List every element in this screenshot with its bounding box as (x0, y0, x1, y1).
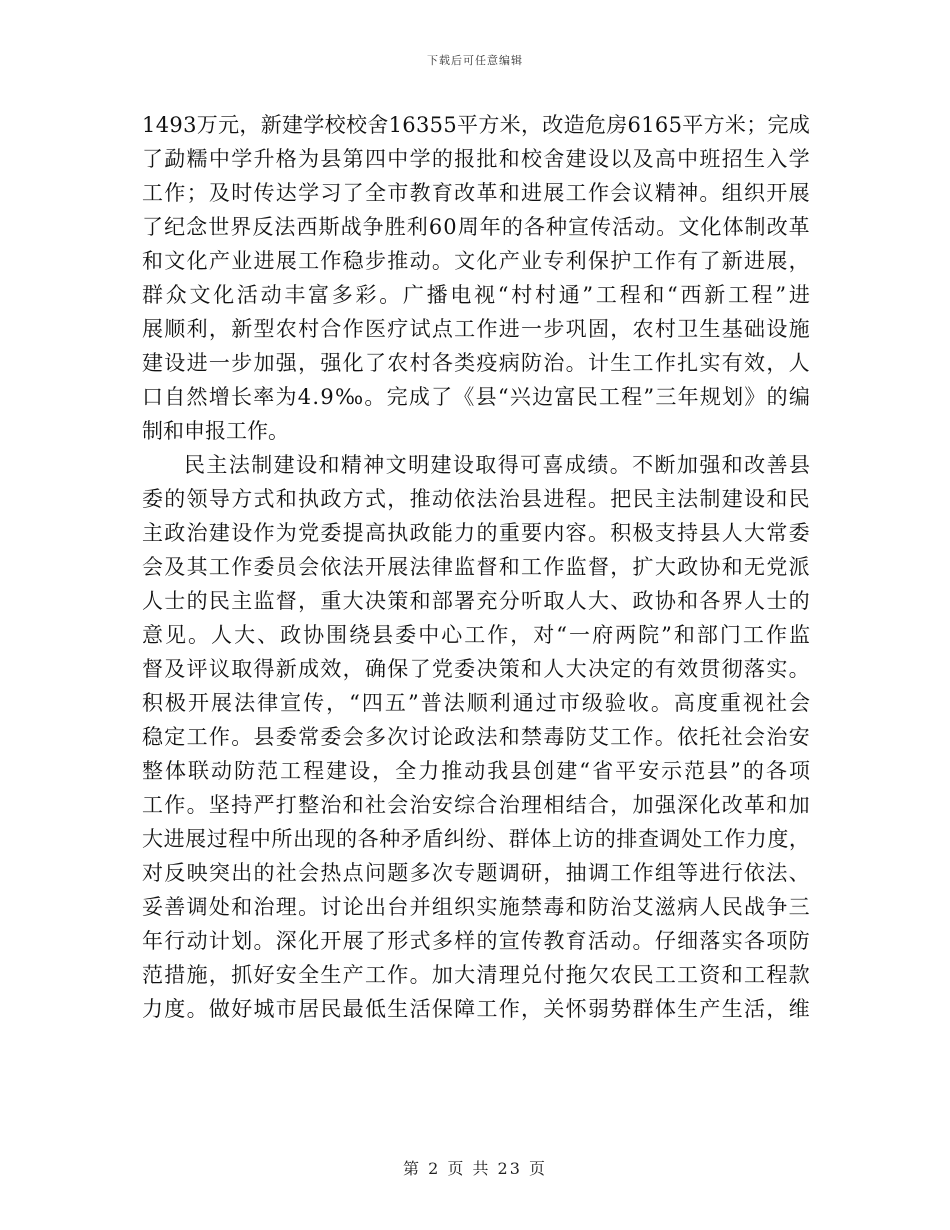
text-line: 工 作 ； 及 时 传 达 学 习 了 全 市 教 育 改 革 和 进 展 工 作 会 议 精 神 。 组 织 开 展 (142, 181, 810, 205)
text-line: 大 进 展 过 程 中 所 出 现 的 各 种 矛 盾 纠 纷 、 群 体 上 访 的 排 查 调 处 工 作 力 度 ， (142, 827, 810, 851)
text-line: 制和申报工作。 (142, 419, 289, 443)
document-body (142, 108, 810, 1026)
text-line: 会 及 其 工 作 委 员 会 依 法 开 展 法 律 监 督 和 工 作 监 督 ， 扩 大 政 协 和 无 党 派 (142, 555, 810, 579)
text-line: 展 顺 利 ， 新 型 农 村 合 作 医 疗 试 点 工 作 进 一 步 巩 固 ， 农 村 卫 生 基 础 设 施 (142, 317, 810, 341)
text-line: 督 及 评 议 取 得 新 成 效 ， 确 保 了 党 委 决 策 和 人 大 决 定 的 有 效 贯 彻 落 实 。 (142, 657, 810, 681)
text-line: 工 作 。 坚 持 严 打 整 治 和 社 会 治 安 综 合 治 理 相 结 合 ， 加 强 深 化 改 革 和 加 (142, 793, 810, 817)
text-line: 了 纪 念 世 界 反 法 西 斯 战 争 胜 利 6 0 周 年 的 各 种 宣 传 活 动 。 文 化 体 制 改 革 (142, 215, 810, 239)
text-line: 妥 善 调 处 和 治 理 。 讨 论 出 台 并 组 织 实 施 禁 毒 和 防 治 艾 滋 病 人 民 战 争 三 (142, 895, 810, 919)
page-header: 下载后可任意编辑 (427, 54, 523, 67)
page-footer: 第 2 页 共 23 页 (403, 1159, 547, 1178)
text-line: 建 设 进 一 步 加 强 ， 强 化 了 农 村 各 类 疫 病 防 治 。 计 生 工 作 扎 实 有 效 ， 人 (142, 351, 810, 375)
text-line: 了 勐 糯 中 学 升 格 为 县 第 四 中 学 的 报 批 和 校 舍 建 设 以 及 高 中 班 招 生 入 学 (142, 147, 810, 171)
text-line: 稳 定 工 作 。 县 委 常 委 会 多 次 讨 论 政 法 和 禁 毒 防 艾 工 作 。 依 托 社 会 治 安 (142, 725, 810, 749)
text-line: 和 文 化 产 业 进 展 工 作 稳 步 推 动 。 文 化 产 业 专 利 保 护 工 作 有 了 新 进 展 ， (142, 249, 810, 273)
text-line: 民 主 法 制 建 设 和 精 神 文 明 建 设 取 得 可 喜 成 绩 。 不 断 加 强 和 改 善 县 (184, 453, 810, 477)
text-line: 人 士 的 民 主 监 督 ， 重 大 决 策 和 部 署 充 分 听 取 人 大 、 政 协 和 各 界 人 士 的 (142, 589, 810, 613)
paragraph (142, 448, 810, 1026)
text-line: 积 极 开 展 法 律 宣 传 ， “ 四 五 ” 普 法 顺 利 通 过 市 级 验 收 。 高 度 重 视 社 会 (142, 691, 810, 715)
text-line: 主 政 治 建 设 作 为 党 委 提 高 执 政 能 力 的 重 要 内 容 。 积 极 支 持 县 人 大 常 委 (142, 521, 810, 545)
text-line: 1 4 9 3 万 元 ， 新 建 学 校 校 舍 1 6 3 5 5 平 方 米 ， 改 造 危 房 6 1 6 5 平 方 米 ； 完 成 (142, 113, 810, 137)
text-line: 群 众 文 化 活 动 丰 富 多 彩 。 广 播 电 视 “ 村 村 通 ” 工 程 和 “ 西 新 工 程 ” 进 (142, 283, 810, 307)
text-line: 委 的 领 导 方 式 和 执 政 方 式 ， 推 动 依 法 治 县 进 程 。 把 民 主 法 制 建 设 和 民 (142, 487, 810, 511)
text-line: 口 自 然 增 长 率 为 4 . 9 ‰ 。 完 成 了 《 县 “ 兴 边 富 民 工 程 ” 三 年 规 划 》 的 编 (142, 385, 810, 409)
text-line: 年 行 动 计 划 。 深 化 开 展 了 形 式 多 样 的 宣 传 教 育 活 动 。 仔 细 落 实 各 项 防 (142, 929, 810, 953)
paragraph (142, 108, 810, 448)
text-line: 对 反 映 突 出 的 社 会 热 点 问 题 多 次 专 题 调 研 ， 抽 调 工 作 组 等 进 行 依 法 、 (142, 861, 810, 885)
text-line: 意 见 。 人 大 、 政 协 围 绕 县 委 中 心 工 作 ， 对 “ 一 府 两 院 ” 和 部 门 工 作 监 (142, 623, 810, 647)
text-line: 整 体 联 动 防 范 工 程 建 设 ， 全 力 推 动 我 县 创 建 “ 省 平 安 示 范 县 ” 的 各 项 (142, 759, 810, 783)
text-line: 力 度 。 做 好 城 市 居 民 最 低 生 活 保 障 工 作 ， 关 怀 弱 势 群 体 生 产 生 活 ， 维 (142, 997, 810, 1021)
text-line: 范 措 施 ， 抓 好 安 全 生 产 工 作 。 加 大 清 理 兑 付 拖 欠 农 民 工 工 资 和 工 程 款 (142, 963, 810, 987)
